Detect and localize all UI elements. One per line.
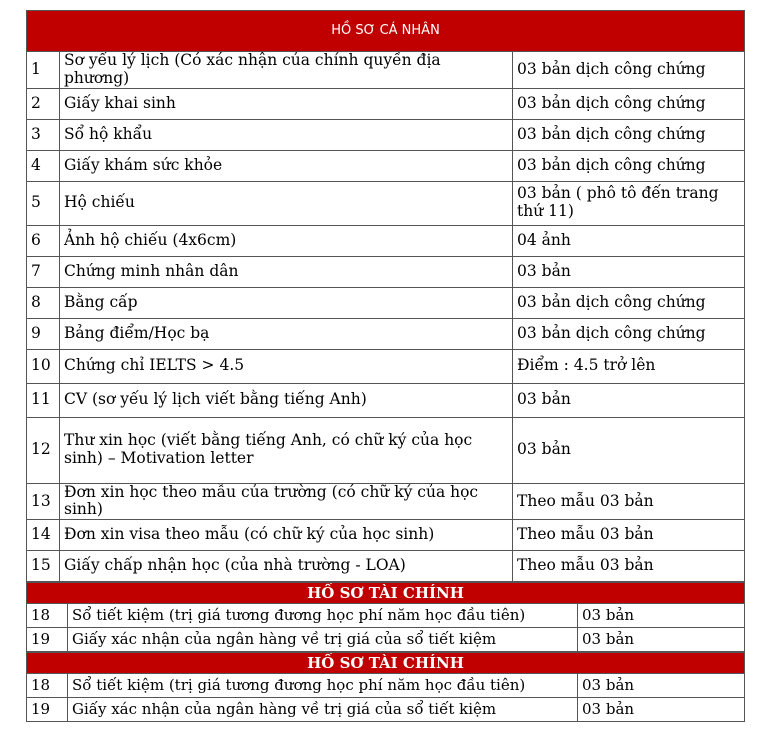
row-number: 18 <box>27 674 68 698</box>
row-number: 13 <box>27 483 60 520</box>
document-name: Hộ chiếu <box>60 181 513 225</box>
required-copies: 03 bản <box>513 417 745 483</box>
row-number: 5 <box>27 181 60 225</box>
table-row <box>27 628 745 652</box>
required-copies: 03 bản dịch công chứng <box>513 150 745 181</box>
table-row <box>27 181 745 225</box>
required-copies: 03 bản <box>513 383 745 417</box>
document-name: Chứng minh nhân dân <box>60 256 513 287</box>
document-name: Giấy khai sinh <box>60 88 513 119</box>
document-name: Thư xin học (viết bằng tiếng Anh, có chữ ký của học sinh) – Motivation letter <box>60 417 513 483</box>
table-row <box>27 698 745 722</box>
document-name: CV (sơ yếu lý lịch viết bằng tiếng Anh) <box>60 383 513 417</box>
financial-section-header <box>27 583 745 604</box>
document-name: Giấy xác nhận của ngân hàng về trị giá của sổ tiết kiệm <box>68 698 578 722</box>
financial-section-header <box>27 653 745 674</box>
table-row <box>27 349 745 383</box>
financial-records-body <box>27 674 745 722</box>
required-copies: 04 ảnh <box>513 225 745 256</box>
row-number: 2 <box>27 88 60 119</box>
table-row <box>27 150 745 181</box>
financial-records-table-2 <box>26 652 745 722</box>
table-row <box>27 287 745 318</box>
table-row <box>27 318 745 349</box>
row-number: 19 <box>27 698 68 722</box>
required-copies: 03 bản <box>578 674 745 698</box>
required-copies: 03 bản ( phô tô đến trang thứ 11) <box>513 181 745 225</box>
table-row <box>27 119 745 150</box>
required-copies: 03 bản <box>578 604 745 628</box>
document-tables <box>26 10 744 722</box>
document-name: Chứng chỉ IELTS > 4.5 <box>60 349 513 383</box>
financial-records-table-1 <box>26 582 745 652</box>
row-number: 10 <box>27 349 60 383</box>
row-number: 12 <box>27 417 60 483</box>
row-number: 6 <box>27 225 60 256</box>
document-name: Bảng điểm/Học bạ <box>60 318 513 349</box>
personal-records-header <box>27 11 745 52</box>
row-number: 4 <box>27 150 60 181</box>
table-row <box>27 225 745 256</box>
row-number: 19 <box>27 628 68 652</box>
table-row <box>27 417 745 483</box>
row-number: 7 <box>27 256 60 287</box>
row-number: 8 <box>27 287 60 318</box>
personal-records-body <box>27 52 745 582</box>
required-copies: Theo mẫu 03 bản <box>513 483 745 520</box>
document-name: Giấy xác nhận của ngân hàng về trị giá của sổ tiết kiệm <box>68 628 578 652</box>
required-copies: 03 bản <box>578 628 745 652</box>
required-copies: 03 bản <box>578 698 745 722</box>
row-number: 1 <box>27 52 60 89</box>
required-copies: 03 bản dịch công chứng <box>513 119 745 150</box>
document-name: Bằng cấp <box>60 287 513 318</box>
table-row <box>27 604 745 628</box>
table-row <box>27 88 745 119</box>
personal-records-table <box>26 10 745 582</box>
required-copies: 03 bản <box>513 256 745 287</box>
required-copies: Theo mẫu 03 bản <box>513 551 745 582</box>
row-number: 18 <box>27 604 68 628</box>
table-row <box>27 256 745 287</box>
row-number: 14 <box>27 520 60 551</box>
financial-section-title: HỒ SƠ TÀI CHÍNH <box>27 583 745 604</box>
document-name: Giấy chấp nhận học (của nhà trường - LOA) <box>60 551 513 582</box>
required-copies: 03 bản dịch công chứng <box>513 318 745 349</box>
table-row <box>27 483 745 520</box>
personal-records-title: HỒ SƠ CÁ NHÂN <box>27 11 745 52</box>
row-number: 15 <box>27 551 60 582</box>
table-row <box>27 520 745 551</box>
row-number: 11 <box>27 383 60 417</box>
required-copies: 03 bản dịch công chứng <box>513 88 745 119</box>
required-copies: Theo mẫu 03 bản <box>513 520 745 551</box>
required-copies: 03 bản dịch công chứng <box>513 287 745 318</box>
document-name: Sơ yếu lý lịch (Có xác nhận của chính quyền địa phương) <box>60 52 513 89</box>
required-copies: Điểm : 4.5 trở lên <box>513 349 745 383</box>
row-number: 3 <box>27 119 60 150</box>
financial-section-title: HỒ SƠ TÀI CHÍNH <box>27 653 745 674</box>
document-name: Đơn xin visa theo mẫu (có chữ ký của học sinh) <box>60 520 513 551</box>
document-name: Đơn xin học theo mẫu của trường (có chữ ký của học sinh) <box>60 483 513 520</box>
row-number: 9 <box>27 318 60 349</box>
table-row <box>27 551 745 582</box>
table-row <box>27 52 745 89</box>
table-row <box>27 383 745 417</box>
document-name: Sổ tiết kiệm (trị giá tương đương học phí năm học đầu tiên) <box>68 674 578 698</box>
document-name: Giấy khám sức khỏe <box>60 150 513 181</box>
financial-records-body <box>27 604 745 652</box>
document-name: Ảnh hộ chiếu (4x6cm) <box>60 225 513 256</box>
document-name: Sổ tiết kiệm (trị giá tương đương học phí năm học đầu tiên) <box>68 604 578 628</box>
required-copies: 03 bản dịch công chứng <box>513 52 745 89</box>
document-name: Sổ hộ khẩu <box>60 119 513 150</box>
table-row <box>27 674 745 698</box>
